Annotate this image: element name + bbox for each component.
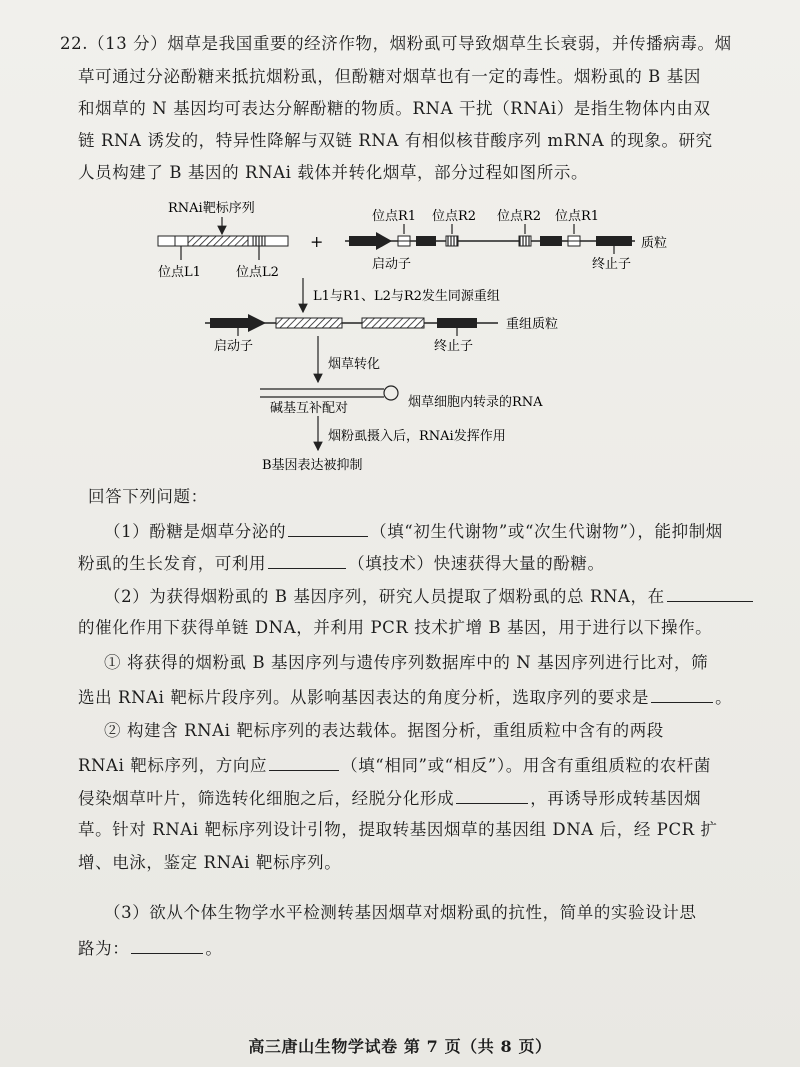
site-r1-label-b: 位点R1 <box>555 209 600 224</box>
promoter-label-2: 启动子 <box>214 339 254 354</box>
plus-sign: + <box>310 232 324 251</box>
recombinant-target-2 <box>362 318 424 328</box>
plasmid-label: 质粒 <box>641 236 668 251</box>
q2-line-6: RNAi 靶标序列，方向应 （填“相同”或“相反”）。用含有重组质粒的农杆菌 <box>78 756 712 775</box>
q2-line-3: ① 将获得的烟粉虱 B 基因序列与遗传序列数据库中的 N 基因序列进行比对，筛 <box>104 653 709 672</box>
rna-label: 烟草细胞内转录的RNA <box>408 395 543 410</box>
q2-line-8: 草。针对 RNAi 靶标序列设计引物，提取转基因烟草的基因组 DNA 后，经 PCR 扩 <box>78 820 718 839</box>
answer-prompt: 回答下列问题： <box>88 487 208 506</box>
q2-blank-4[interactable] <box>456 787 528 804</box>
plasmid-site-r2a <box>446 236 458 246</box>
terminator-block-2 <box>437 318 477 328</box>
promoter-label-1: 启动子 <box>372 257 412 272</box>
recombination-step-label: L1与R1、L2与R2发生同源重组 <box>313 289 500 304</box>
intro-line-5: 人员构建了 B 基因的 RNAi 载体并转化烟草，部分过程如图所示。 <box>78 163 589 182</box>
q2-blank-1[interactable] <box>667 585 753 602</box>
base-pairing-label: 碱基互补配对 <box>270 401 349 416</box>
terminator-block-1 <box>596 236 632 246</box>
fragment-site-l1-box <box>175 236 188 246</box>
intro-line-2: 草可通过分泌酚糖来抵抗烟粉虱，但酚糖对烟草也有一定的毒性。烟粉虱的 B 基因 <box>78 67 701 86</box>
plasmid-block-1 <box>416 236 436 246</box>
fragment-site-l2-box <box>253 236 265 246</box>
recombinant-plasmid-label: 重组质粒 <box>506 317 559 332</box>
terminator-label-2: 终止子 <box>434 339 474 354</box>
rnai-vector-diagram <box>0 190 800 480</box>
rnai-target-label: RNAi靶标序列 <box>168 201 255 216</box>
plasmid-block-2 <box>540 236 562 246</box>
q2-line-4: 选出 RNAi 靶标片段序列。从影响基因表达的角度分析，选取序列的要求是 。 <box>78 688 733 707</box>
q2-blank-3[interactable] <box>269 754 339 771</box>
q2-line-9: 增、电泳，鉴定 RNAi 靶标序列。 <box>78 853 342 872</box>
q2-line-1: （2）为获得烟粉虱的 B 基因序列，研究人员提取了烟粉虱的总 RNA，在 <box>104 585 755 607</box>
q1-blank-1[interactable] <box>288 520 368 537</box>
q2-line-5: ② 构建含 RNAi 靶标序列的表达载体。据图分析，重组质粒中含有的两段 <box>104 721 664 740</box>
intro-line-3: 和烟草的 N 基因均可表达分解酚糖的物质。RNA 干扰（RNAi）是指生物体内由双 <box>78 99 711 118</box>
fragment-rnai-target <box>188 236 248 246</box>
q3-line-2: 路为： 。 <box>78 939 223 958</box>
q2-line-2: 的催化作用下获得单链 DNA，并利用 PCR 技术扩增 B 基因，用于进行以下操作。 <box>78 618 713 637</box>
q1-line-2: 粉虱的生长发育，可利用 （填技术）快速获得大量的酚糖。 <box>78 554 605 573</box>
plasmid-site-r2b <box>519 236 531 246</box>
site-r2-label-b: 位点R2 <box>497 209 542 224</box>
q1-line-1: （1）酚糖是烟草分泌的 （填“初生代谢物”或“次生代谢物”），能抑制烟 <box>104 522 723 541</box>
page-footer: 高三唐山生物学试卷 第 7 页（共 8 页） <box>248 1037 552 1056</box>
q2-line-7: 侵染烟草叶片，筛选转化细胞之后，经脱分化形成 ，再诱导形成转基因烟 <box>78 789 702 808</box>
site-l2-label: 位点L2 <box>236 265 279 280</box>
intro-line-4: 链 RNA 诱发的，特异性降解与双链 RNA 有相似核苷酸序列 mRNA 的现象。研究 <box>78 131 713 150</box>
hairpin-loop <box>384 386 398 400</box>
site-r1-label-a: 位点R1 <box>372 209 417 224</box>
q1-blank-2[interactable] <box>268 552 346 569</box>
q3-line-1: （3）欲从个体生物学水平检测转基因烟草对烟粉虱的抗性，简单的实验设计思 <box>104 903 697 922</box>
rnai-step-label: 烟粉虱摄入后，RNAi发挥作用 <box>328 429 506 444</box>
transformation-step-label: 烟草转化 <box>328 357 381 372</box>
site-l1-label: 位点L1 <box>158 265 201 280</box>
site-r2-label-a: 位点R2 <box>432 209 477 224</box>
result-label: B基因表达被抑制 <box>262 458 363 473</box>
q2-blank-2[interactable] <box>651 686 713 703</box>
promoter-arrow-1 <box>349 232 392 250</box>
terminator-label-1: 终止子 <box>592 257 632 272</box>
recombinant-target-1 <box>276 318 342 328</box>
q3-blank-1[interactable] <box>131 937 203 954</box>
intro-line-1: 22.（13 分）烟草是我国重要的经济作物，烟粉虱可导致烟草生长衰弱，并传播病毒。烟 <box>60 34 732 53</box>
